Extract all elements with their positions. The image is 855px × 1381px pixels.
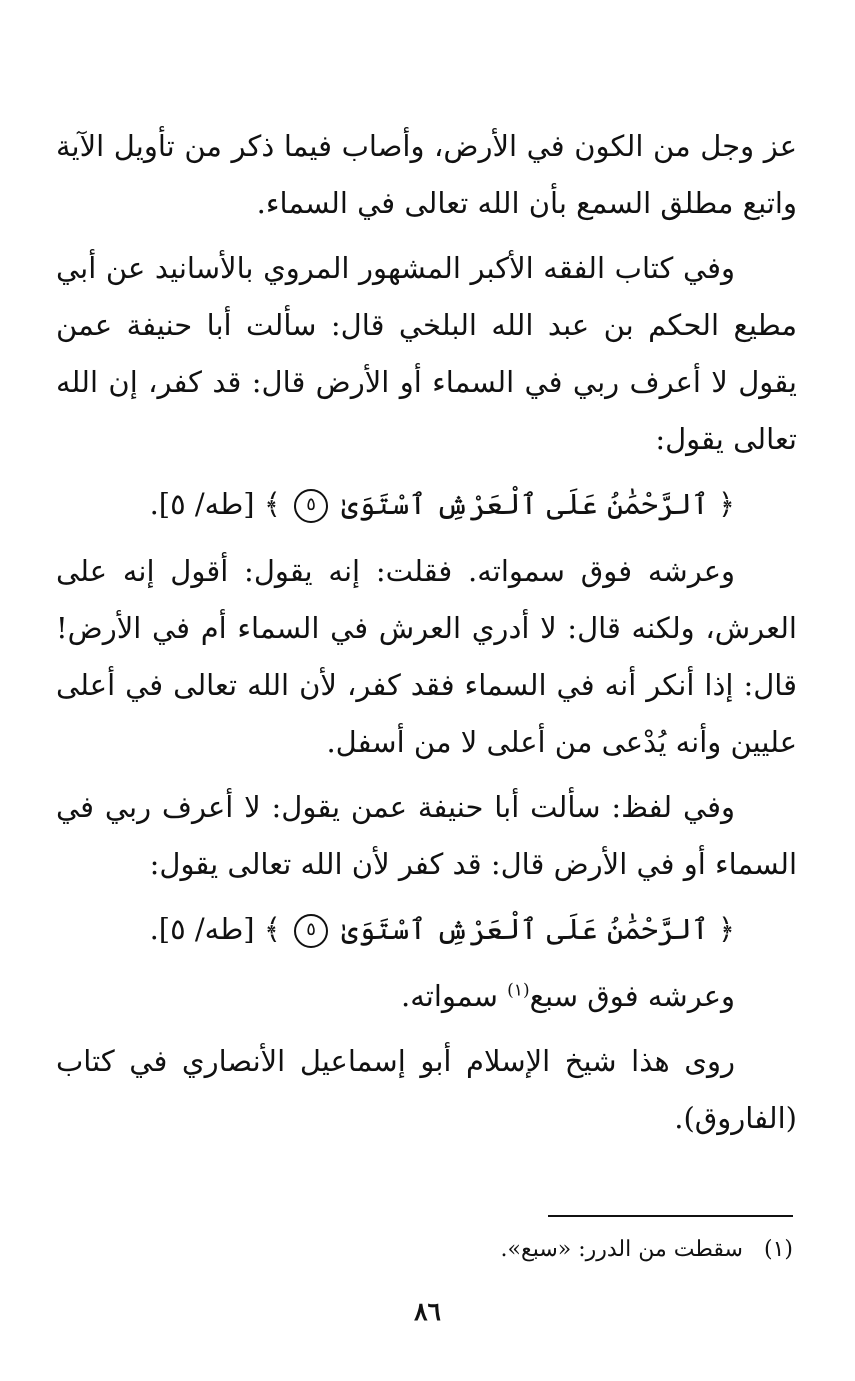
paragraph-5 [56,968,797,1025]
footnote-text: سقطت من الدرر: «سبع». [500,1237,743,1262]
page-body [56,118,797,1147]
footnote-reference: (١) [507,980,530,1001]
paragraph-1: عز وجل من الكون في الأرض، وأصاب فيما ذكر من تأويل الآية واتبع مطلق السمع بأن الله تعالى في السماء. [56,129,797,220]
footnote-divider [548,1215,793,1217]
verse-2-reference: ﴾ [طه/ ٥]. [149,912,281,946]
paragraph-5-end: سمواته. [400,979,508,1013]
verse-1-text: ﴿ ٱلرَّحْمَٰنُ عَلَى ٱلْعَرْشِ ٱسْتَوَىٰ [341,487,735,521]
verse-1-reference: ﴾ [طه/ ٥]. [149,487,281,521]
page-number: ٨٦ [414,1297,441,1326]
footnote [60,1232,793,1268]
verse-2-text: ﴿ ٱلرَّحْمَٰنُ عَلَى ٱلْعَرْشِ ٱسْتَوَىٰ [341,912,735,946]
quran-verse-2 [56,901,797,958]
ayah-number-icon: ٥ [294,914,328,948]
paragraph-3: وعرشه فوق سمواته. فقلت: إنه يقول: أقول إنه على العرش، ولكنه قال: لا أدري العرش في السماء أم في الأرض! قال: إذا أنكر أنه في السماء فقد كفر، لأن الله تعالى في أعلى عليين وأنه يُدْعى من أعلى لا من أسفل. [56,554,797,759]
paragraph-6: روى هذا شيخ الإسلام أبو إسماعيل الأنصاري في كتاب (الفاروق). [56,1044,797,1135]
footnote-number: (١) [763,1237,793,1262]
paragraph-2: وفي كتاب الفقه الأكبر المشهور المروي بالأسانيد عن أبي مطيع الحكم بن عبد الله البلخي قال: سألت أبا حنيفة عمن يقول لا أعرف ربي في السماء أو الأرض قال: قد كفر، إن الله تعالى يقول: [56,251,797,456]
paragraph-5-start: وعرشه فوق سبع [529,979,735,1013]
ayah-number-icon: ٥ [294,489,328,523]
quran-verse-1 [56,476,797,533]
paragraph-4: وفي لفظ: سألت أبا حنيفة عمن يقول: لا أعرف ربي في السماء أو في الأرض قال: قد كفر لأن الله تعالى يقول: [56,790,797,881]
